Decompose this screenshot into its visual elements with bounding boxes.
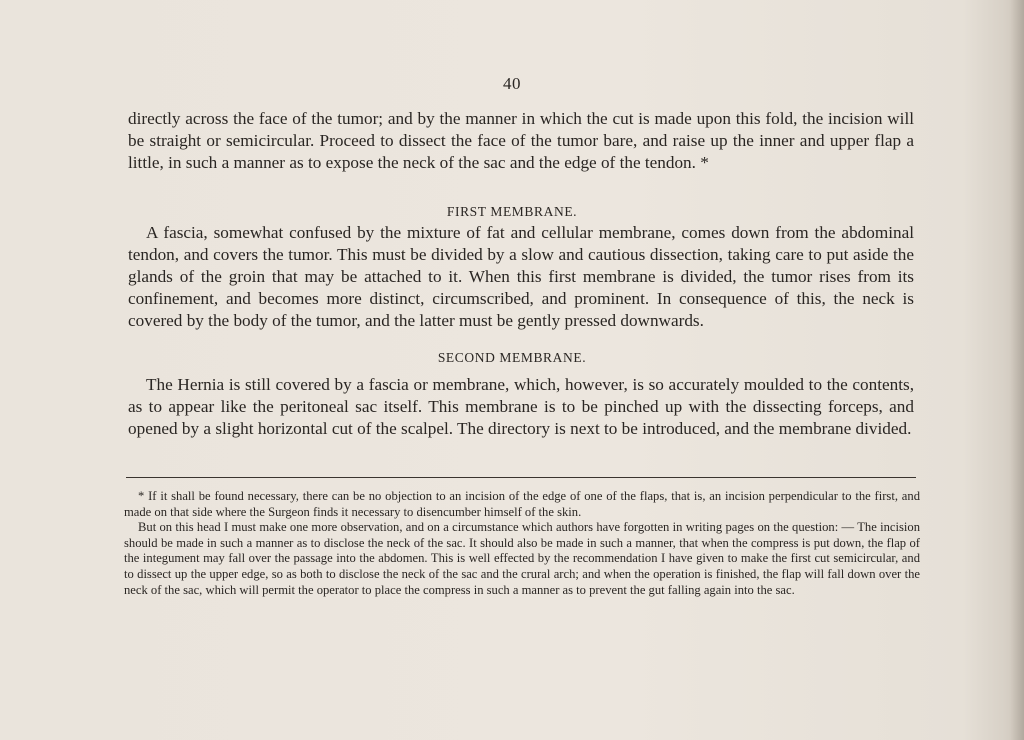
paragraph-second-membrane: The Hernia is still covered by a fascia or membrane, which, however, is so accurately moulded to the contents, as to appear like the peritoneal sac itself. This membrane is to be pinched up with the dissecting forceps, and opened by a slight horizontal cut of the scalpel. The directory is next to be introduced, and the membrane divided.: [128, 375, 914, 438]
section-heading-second-membrane: SECOND MEMBRANE.: [437, 350, 587, 365]
footnote-divider: [126, 477, 916, 478]
page-number: 40: [503, 74, 521, 93]
paragraph-first-membrane: A fascia, somewhat confused by the mixture of fat and cellular membrane, comes down from the abdominal tendon, and covers the tumor. This must be divided by a slow and cautious dissection, taking care to put aside the glands of the groin that may be attached to it. When this first membrane is divided, the tumor rises from its confinement, and becomes more distinct, circumscribed, and prominent. In consequence of this, the neck is covered by the body of the tumor, and the latter must be gently pressed downwards.: [128, 223, 914, 330]
page-edge-shadow: [1010, 0, 1024, 740]
footnote-1: * If it shall be found necessary, there can be no objection to an incision of the edge of one of the flaps, that is, an incision perpendicular to the first, and made on that side where the Surgeon finds it necessary to disencumber himself of the skin.: [124, 489, 920, 519]
section-heading-first-membrane: FIRST MEMBRANE.: [446, 204, 578, 219]
paragraph-intro: directly across the face of the tumor; and by the manner in which the cut is made upon this fold, the incision will be straight or semicircular. Proceed to dissect the face of the tumor bare, and raise up the inner and upper flap a little, in such a manner as to expose the neck of the sac and the edge of the tendon. *: [128, 109, 914, 172]
footnotes: [124, 489, 920, 598]
footnote-2: But on this head I must make one more observation, and on a circumstance which authors have forgotten in writing pages on the question: — The incision should be made in such a manner as to disclose the neck of the sac. It should also be made in such a manner, that when the compress is put down, the flap of the integument may fall over the passage into the abdomen. This is well effected by the recommendation I have given to make the first cut semicircular, and to dissect up the upper edge, so as both to disclose the neck of the sac and the crural arch; and when the operation is finished, the flap will fall down over the neck of the sac, which will permit the operator to place the compress in such a manner as to prevent the gut falling again into the sac.: [124, 520, 920, 597]
